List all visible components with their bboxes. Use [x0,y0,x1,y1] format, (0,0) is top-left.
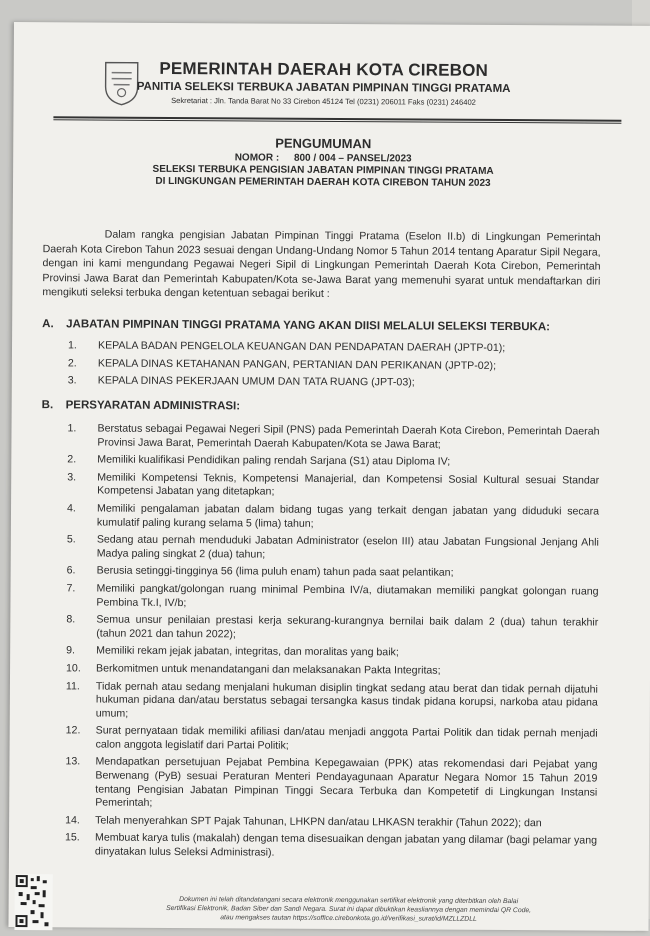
list-item: 4. Memiliki pengalaman jabatan dalam bidang tugas yang terkait dengan jabatan yang diduduki secara kumulatif paling kurang selama 5 (lima) tahun; [66,502,600,530]
title-line-2: DI LINGKUNGAN PEMERINTAH DAERAH KOTA CIREBON TAHUN 2023 [155,175,491,189]
list-item: 9. Memiliki rekam jejak jabatan, integritas, dan moralitas yang baik; [66,644,399,659]
announcement-title [13,134,633,190]
footer-line-1: Dokumen ini telah ditandatangani secara elektronik menggunakan sertifikat elektronik yang diterbitkan oleh Balai [179,896,519,906]
section-a-letter: A. [42,318,54,331]
title-main: PENGUMUMAN [275,135,372,152]
list-item: 8. Semua unsur penilaian prestasi kerja sekurang-kurangnya bernilai baik dalam 2 (dua) tahun terakhir (tahun 2021 dan tahun 2022); [66,613,599,641]
section-b-title [42,399,241,412]
list-item: 1. KEPALA BADAN PENGELOLA KEUANGAN DAN PENDAPATAN DAERAH (JPTP-01); [67,339,506,355]
list-item: 5. Sedang atau pernah menduduki Jabatan Administrator (eselon III) atau Jabatan Fungsional Jenjang Ahli Madya paling singkat 2 (dua) tahun; [66,533,599,561]
list-item: 11. Tidak pernah atau sedang menjalani hukuman disiplin tingkat sedang atau berat dan tidak pernah dijatuhi hukuman pidana dan/atau berstatus sebagai tersangka kasus tindak pidana korupsi, narkoba atau pidana umum; [65,679,598,720]
number-value: 800 / 004 – PANSEL/2023 [293,152,412,165]
list-item: 3. Memiliki Kompetensi Teknis, Kompetensi Manajerial, dan Kompetensi Sosial Kultural sesuai Standar Kompetensi Jabatan yang ditetapkan; [67,471,600,498]
footer-line-2: Sertifikasi Elektronik, Badan Siber dan Sandi Negara. Surat ini dapat dibuktikan keasliannya dengan memindai QR Code, [166,904,532,915]
title-line-1: SELEKSI TERBUKA PENGISIAN JABATAN PIMPINAN TINGGI PRATAMA [152,163,494,177]
list-item: 1. Berstatus sebagai Pegawai Negeri Sipil (PNS) pada Pemerintah Daerah Kota Cirebon, Pemerintah Daerah Provinsi Jawa Barat, Pemerintah Daerah Kabupaten/Kota se Jawa Barat; [67,422,600,451]
letterhead [13,58,633,108]
qr-code-icon [12,872,54,932]
list-item: 14. Telah menyerahkan SPT Pajak Tahunan, LHKPN dan/atau LHKASN terakhir (Tahun 2022); dan [65,814,542,830]
e-signature-footer [99,895,599,925]
list-item: 15. Membuat karya tulis (makalah) dengan tema disesuaikan dengan jabatan yang dilamar (bagi pelamar yang dinyatakan lulus Seleksi Administrasi). [64,831,598,859]
section-a-title [42,318,550,333]
list-item: 12. Surat pernyataan tidak memiliki afiliasi dan/atau menjadi anggota Partai Politik dan tidak pernah menjadi calon anggota legislatif dari Partai Politik; [65,724,598,752]
secretariat-address: Sekretariat : Jln. Tanda Barat No 33 Cirebon 45124 Tel (0231) 206011 Faks (0231) 246402 [171,95,476,107]
intro-paragraph [42,227,600,303]
list-item: 6. Berusia setinggi-tingginya 56 (lima puluh enam) tahun pada saat pelantikan; [66,564,454,580]
list-item: 2. Memiliki kualifikasi Pendidikan paling rendah Sarjana (S1) atau Diploma IV; [67,453,451,468]
section-a-heading: JABATAN PIMPINAN TINGGI PRATAMA YANG AKAN DIISI MELALUI SELEKSI TERBUKA: [66,318,551,334]
list-item: 7. Memiliki pangkat/golongan ruang minimal Pembina IV/a, diutamakan memiliki pangkat golongan ruang Pembina Tk.I, IV/b; [66,582,599,609]
section-b-letter: B. [41,399,54,412]
list-item: 3. KEPALA DINAS PEKERJAAN UMUM DAN TATA RUANG (JPT-03); [67,374,415,389]
requirement-list [39,422,600,866]
list-item: 13. Mendapatkan persetujuan Pejabat Pembina Kepegawaian (PPK) atas rekomendasi dari Pejabat yang Berwenang (PyB) sesuai Peraturan Menteri Pendayagunaan Aparatur Negara Nomor 15 Tahun 2019 tentang Pengisian Jabatan Pimpinan Tinggi Secara Terbuka dan Kompetetif di Lingkungan Instansi Pemerintah; [65,755,598,810]
position-list [42,339,600,395]
section-b-heading: PERSYARATAN ADMINISTRASI: [65,399,241,413]
org-name: PEMERINTAH DAERAH KOTA CIREBON [159,58,489,80]
document-page [8,22,650,931]
footer-line-3: atau mengakses tautan https://soffice.cirebonkota.go.id/verifikasi_surat/id/MZLLZDLL [220,914,477,923]
list-item: 2. KEPALA DINAS KETAHANAN PANGAN, PERTANIAN DAN PERIKANAN (JPTP-02); [67,356,497,372]
number-label: NOMOR : [234,152,280,164]
list-item: 10. Berkomitmen untuk menandatangani dan melaksanakan Pakta Integritas; [66,662,441,677]
committee-name: PANITIA SELEKSI TERBUKA JABATAN PIMPINAN TINGGI PRATAMA [136,80,511,96]
intro-text: Dalam rangka pengisian Jabatan Pimpinan Tinggi Pratama (Eselon II.b) di Lingkungan Pemerintah Daerah Kota Cirebon Tahun 2023 sesuai dengan Undang-Undang Nomor 5 Tahun 2014 tentang Aparatur Sipil Negara, dengan ini kami mengundang Pegawai Negeri Sipil di Lingkungan Pemerintah Daerah Kota Cirebon, Pemerintah Provinsi Jawa Barat dan Pemerintah Kabupaten/Kota se-Jawa Barat yang memenuhi syarat untuk mendaftarkan diri mengikuti seleksi terbuka dengan ketentuan sebagai berikut : [42,228,601,301]
